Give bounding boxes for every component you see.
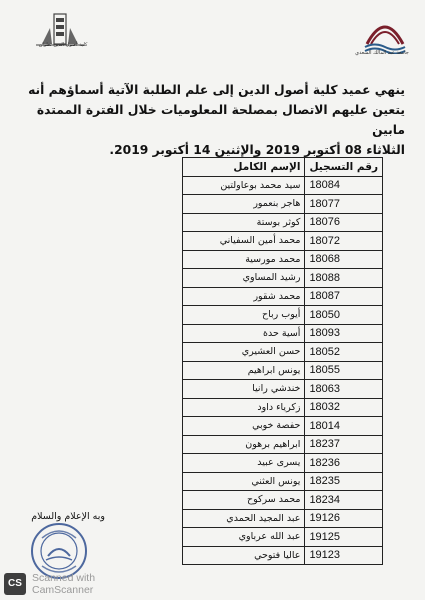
registration-number-cell: 18236	[305, 454, 383, 473]
student-name-cell: هاجر بنعمور	[183, 195, 305, 214]
table-row	[183, 509, 383, 528]
registration-number-cell: 18076	[305, 213, 383, 232]
student-name-cell: يونس العثني	[183, 472, 305, 491]
registration-number-cell: 19126	[305, 509, 383, 528]
announcement-line-3: الثلاثاء 08 أكتوبر 2019 والإثنين 14 أكتوبر 2019.	[109, 143, 405, 157]
announcement-line-1: ينهي عميد كلية أصول الدين إلى علم الطلبة الآتية أسماؤهم أنه	[28, 83, 405, 97]
student-name-cell: محمد شقور	[183, 287, 305, 306]
registration-number-cell: 18234	[305, 491, 383, 510]
registration-number-cell: 19125	[305, 528, 383, 547]
registration-number-cell: 18087	[305, 287, 383, 306]
table-row	[183, 361, 383, 380]
student-name-cell: عبد المجيد الحمدي	[183, 509, 305, 528]
student-name-cell: محمد أمين السفياني	[183, 232, 305, 251]
university-logo-caption: جامعة عبد المالك السعدي	[355, 50, 409, 56]
announcement-line-2: يتعين عليهم الاتصال بمصلحة المعلوميات خلال الفترة الممتدة مابين	[36, 103, 405, 137]
watermark-line-1: Scanned with	[32, 572, 96, 584]
table-row	[183, 546, 383, 565]
closing-text: وبه الإعلام والسلام	[31, 511, 105, 522]
registration-number-cell: 18055	[305, 361, 383, 380]
student-name-cell: كوثر بوستة	[183, 213, 305, 232]
table-row	[183, 343, 383, 362]
student-name-cell: حسن العشيري	[183, 343, 305, 362]
table-header-row	[183, 158, 383, 177]
table-row	[183, 306, 383, 325]
column-header-fullname: الإسم الكامل	[183, 158, 305, 177]
table-row	[183, 454, 383, 473]
student-name-cell: أسية حدة	[183, 324, 305, 343]
student-name-cell: سيد محمد بوعاولتين	[183, 176, 305, 195]
table-row	[183, 269, 383, 288]
student-name-cell: محمد مورسية	[183, 250, 305, 269]
registration-number-cell: 18235	[305, 472, 383, 491]
student-name-cell: محمد سركوح	[183, 491, 305, 510]
table-row	[183, 528, 383, 547]
table-row	[183, 435, 383, 454]
student-name-cell: عاليا فتوحي	[183, 546, 305, 565]
table-row	[183, 398, 383, 417]
table-row	[183, 380, 383, 399]
table-row	[183, 324, 383, 343]
table-row	[183, 250, 383, 269]
table-row	[183, 195, 383, 214]
table-row	[183, 176, 383, 195]
faculty-logo-caption: كلية أصول الدين تطوان	[38, 42, 88, 48]
registration-number-cell: 18093	[305, 324, 383, 343]
registration-number-cell: 18084	[305, 176, 383, 195]
registration-number-cell: 18014	[305, 417, 383, 436]
registration-number-cell: 18072	[305, 232, 383, 251]
announcement-paragraph	[20, 80, 405, 160]
university-logo-icon	[363, 14, 407, 54]
students-table	[182, 157, 383, 565]
registration-number-cell: 18068	[305, 250, 383, 269]
table-row	[183, 213, 383, 232]
table-row	[183, 232, 383, 251]
camscanner-watermark	[32, 572, 142, 596]
student-name-cell: يسرى عبيد	[183, 454, 305, 473]
registration-number-cell: 18077	[305, 195, 383, 214]
student-name-cell: حفصة خوبي	[183, 417, 305, 436]
registration-number-cell: 18063	[305, 380, 383, 399]
registration-number-cell: 19123	[305, 546, 383, 565]
student-name-cell: زكرياء داود	[183, 398, 305, 417]
registration-number-cell: 18088	[305, 269, 383, 288]
registration-number-cell: 18032	[305, 398, 383, 417]
column-header-registration: رقم التسجيل	[305, 158, 383, 177]
registration-number-cell: 18237	[305, 435, 383, 454]
registration-number-cell: 18052	[305, 343, 383, 362]
table-row	[183, 472, 383, 491]
student-name-cell: رشيد المساوي	[183, 269, 305, 288]
watermark-line-2: CamScanner	[32, 584, 94, 596]
student-name-cell: عبد الله عرباوي	[183, 528, 305, 547]
student-name-cell: خندشي رانيا	[183, 380, 305, 399]
student-name-cell: ابراهيم برهون	[183, 435, 305, 454]
student-name-cell: يونس ابراهيم	[183, 361, 305, 380]
table-row	[183, 287, 383, 306]
camscanner-logo-icon: CS	[4, 573, 26, 595]
table-row	[183, 417, 383, 436]
table-row	[183, 491, 383, 510]
student-name-cell: أيوب رباح	[183, 306, 305, 325]
registration-number-cell: 18050	[305, 306, 383, 325]
